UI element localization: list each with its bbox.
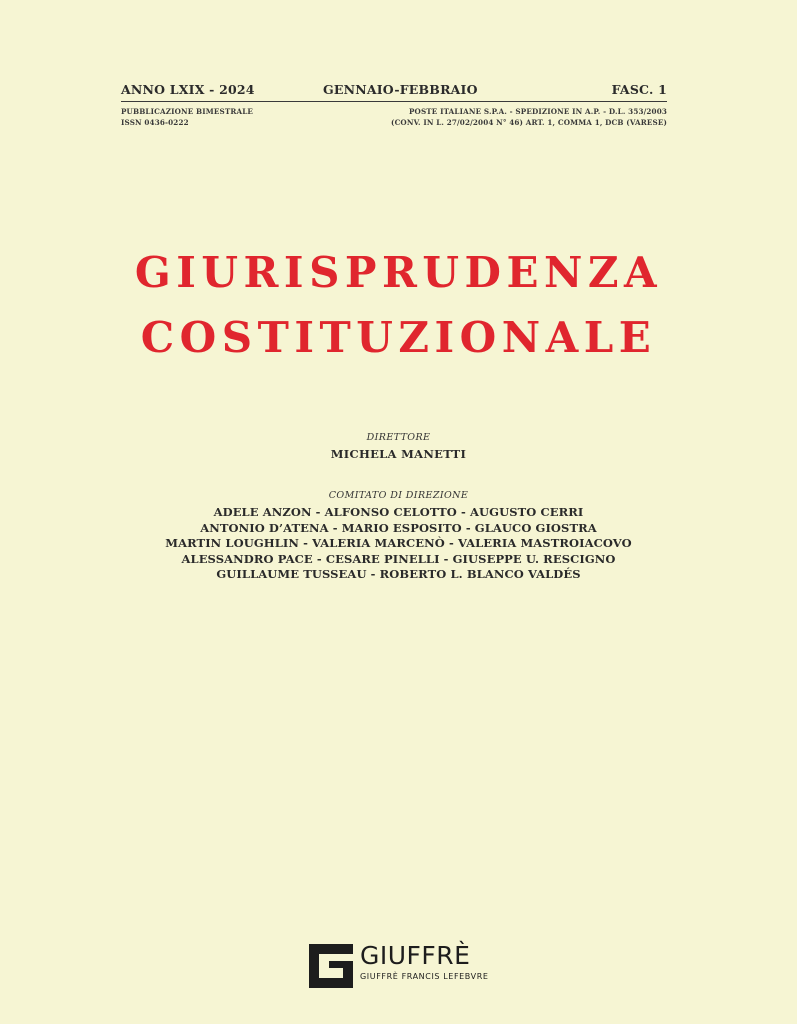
publisher-subtitle: GIUFFRÈ FRANCIS LEFEBVRE [360,972,489,981]
masthead-divider [121,101,667,102]
issn: ISSN 0436-0222 [121,118,189,127]
journal-title-line-2: COSTITUZIONALE [140,313,657,362]
volume-year: ANNO LXIX - 2024 [121,82,255,97]
postal-line-2: (CONV. IN L. 27/02/2004 N° 46) ART. 1, COMMA 1, DCB (VARESE) [391,118,667,127]
committee-list [0,505,797,583]
postal-info [391,106,667,128]
committee-label: COMITATO DI DIREZIONE [328,490,469,501]
committee-line: MARTIN LOUGHLIN - VALERIA MARCENÒ - VALERIA MASTROIACOVO [165,536,632,550]
postal-line-1: POSTE ITALIANE S.P.A. - SPEDIZIONE IN A.P. - D.L. 353/2003 [408,107,667,116]
publisher-logo [309,941,509,994]
committee-line: ALESSANDRO PACE - CESARE PINELLI - GIUSEPPE U. RESCIGNO [181,551,616,566]
publication-frequency: PUBBLICAZIONE BIMESTRALE [121,107,254,116]
committee-line: ANTONIO D’ATENA - MARIO ESPOSITO - GLAUCO GIOSTRA [200,520,597,535]
committee-line: ADELE ANZON - ALFONSO CELOTTO - AUGUSTO CERRI [213,505,584,519]
publisher-name: GIUFFRÈ [360,941,471,970]
committee-line: GUILLAUME TUSSEAU - ROBERTO L. BLANCO VALDÉS [216,567,581,581]
publisher-logo-icon [309,944,353,988]
journal-title-line-1: GIURISPRUDENZA [134,248,663,297]
issue-number: FASC. 1 [611,82,667,97]
masthead-row [121,82,667,100]
issue-period: GENNAIO-FEBBRAIO [323,82,478,97]
director-name: MICHELA MANETTI [330,447,467,461]
publication-info [121,106,253,128]
director-label: DIRETTORE [366,432,431,443]
